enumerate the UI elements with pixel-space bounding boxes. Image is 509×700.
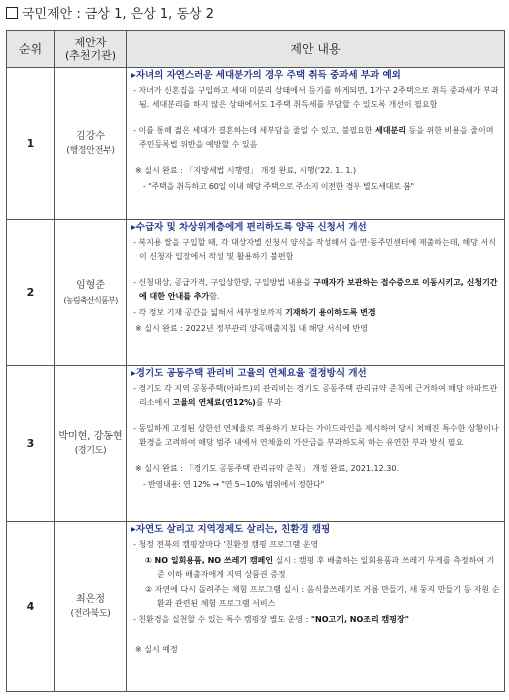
implementation-note: ※ 실시 완료 : 2022년 정부관리 양곡매출지침 내 해당 서식에 반영 xyxy=(135,324,368,333)
proposal-title: ▸자연도 살리고 지역경제도 살리는, 친환경 캠핑 xyxy=(131,524,331,535)
row-content xyxy=(127,366,505,522)
implementation-note: ※ 실시 완료 : 「지방세법 시행령」 개정 완료, 시행('22. 1. 1.) xyxy=(135,166,357,175)
implementation-note: ※ 실시 완료 : 「경기도 공동주택 관리규약 준칙」 개정 완료, 2021.12.30. xyxy=(135,464,400,473)
proposal-title: ▸경기도 공동주택 관리비 고율의 연체요율 결정방식 개선 xyxy=(131,368,367,379)
text-segment: 함. xyxy=(209,292,220,301)
row-rank: 1 xyxy=(7,68,55,220)
text-segment: - 각 정보 기재 공간을 넓혀서 세부정보까지 xyxy=(133,308,286,317)
row-content xyxy=(127,522,505,692)
implementation-note: ※ 실시 예정 xyxy=(135,645,178,654)
row-proposer xyxy=(55,68,127,220)
row-rank: 2 xyxy=(7,220,55,366)
bold-segment: 세대분리 xyxy=(375,126,406,135)
proposer-name: 박미현, 강동현 xyxy=(58,430,123,442)
bold-segment: 구매자가 보관하는 접수증으로 이동시키고, 신청기간에 대한 안내를 추가 xyxy=(139,278,498,301)
text-segment: 실시 : 캠핑 후 배출하는 일회용품과 쓰레기 무게를 측정하여 기준 이하 배출자에게 지역 상품권 증정 xyxy=(157,556,495,579)
proposer-name: 최은정 xyxy=(76,593,105,605)
table-row xyxy=(7,68,505,220)
row-proposer xyxy=(55,220,127,366)
row-rank: 4 xyxy=(7,522,55,692)
checkbox-square-icon xyxy=(6,7,18,19)
bold-segment: "NO고기, NO조리 캠핑장" xyxy=(310,615,409,624)
proposal-bullet xyxy=(131,306,500,320)
implementation-detail: - "주택을 취득하고 60일 이내 해당 주택으로 주소지 이전한 경우 별도세대로 봄" xyxy=(143,182,415,191)
proposal-bullet: - 청정 전북의 캠핑장마다 '친환경 캠핑 프로그램 운영 xyxy=(133,540,319,549)
proposal-bullet xyxy=(131,613,500,627)
proposer-name: 김강수 xyxy=(76,130,105,142)
row-proposer xyxy=(55,522,127,692)
proposal-numbered-item: ② 자연에 다시 돌려주는 체험 프로그램 실시 : 음식물쓰레기로 거름 만들기, 새 둥지 만들기 등 자원 순환과 관련된 체험 프로그램 서비스 xyxy=(145,585,500,608)
proposal-table xyxy=(6,30,505,692)
row-rank: 3 xyxy=(7,366,55,522)
section-heading xyxy=(6,6,505,24)
table-header-row xyxy=(7,31,505,68)
proposal-bullet xyxy=(131,382,500,410)
proposer-name: 임형준 xyxy=(76,279,105,291)
bold-segment: 고율의 연체료(연12%) xyxy=(172,398,256,407)
table-row xyxy=(7,366,505,522)
text-segment: 를 부과 xyxy=(255,398,282,407)
header-rank: 순위 xyxy=(7,31,55,68)
proposal-title: ▸자녀의 자연스러운 세대분가의 경우 주택 취득 중과세 부과 예외 xyxy=(131,70,401,81)
text-segment: - 이를 통해 젊은 세대가 결혼하는데 세부담을 줄일 수 있고, 불필요한 xyxy=(133,126,376,135)
proposal-bullet xyxy=(131,124,500,152)
header-content: 제안 내용 xyxy=(127,31,505,68)
proposer-org: (전라북도) xyxy=(70,608,111,619)
text-segment: - 신청대상, 공급가격, 구입상한량, 구입방법 내용을 xyxy=(133,278,314,287)
row-proposer xyxy=(55,366,127,522)
proposal-bullet xyxy=(131,276,500,304)
proposal-bullet: - 자녀가 신혼집을 구입하고 세대 미분리 상태에서 등기를 하게되면, 1가구 2주택으로 취득 중과세가 부과됨. 세대분리를 하지 않은 상태에서도 1주택 취득세를 부담할 수 있도록 개선이 필요함 xyxy=(133,86,499,109)
proposal-title: ▸수급자 및 차상위계층에게 편리하도록 양곡 신청서 개선 xyxy=(131,222,367,233)
proposal-numbered-item xyxy=(131,554,500,582)
proposal-bullet: - 동일하게 고정된 상한선 연체율로 적용하기 보다는 가이드라인을 제시하여 당시 처해진 특수한 상황이나 환경을 고려하여 해당 범주 내에서 연체율의 가산금을 부과하도록 하는 유연한 부과 방식 필요 xyxy=(133,424,499,447)
bold-segment: ① NO 일회용품, NO 쓰레기 캠페인 xyxy=(145,556,274,565)
table-row xyxy=(7,220,505,366)
row-content xyxy=(127,68,505,220)
table-row xyxy=(7,522,505,692)
text-segment: - 친환경을 실천할 수 있는 특수 캠핑장 별도 운영 : xyxy=(133,615,311,624)
text-segment: - 경기도 각 지역 공동주택(아파트)의 관리비는 경기도 공동주택 관리규약 준칙에 근거하여 해당 아파트관리소에서 xyxy=(133,384,498,407)
header-proposer-sub: (추천기관) xyxy=(64,49,117,62)
header-proposer xyxy=(55,31,127,68)
implementation-detail: - 반영내용: 연 12% → "연 5~10% 범위에서 정한다" xyxy=(143,480,325,489)
header-proposer-label: 제안자 xyxy=(74,36,107,49)
row-content xyxy=(127,220,505,366)
proposal-bullet: - 복지용 쌀을 구입할 때, 각 대상자별 신청서 양식을 작성해서 읍·면·동주민센터에 제출하는데, 해당 서식이 신청자 입장에서 작성 및 활용하기 불편함 xyxy=(133,238,496,261)
text-segment: 등을 위한 비용을 줄이며 주민등록법 위반을 예방할 수 있음 xyxy=(139,126,494,149)
proposer-org: (경기도) xyxy=(74,445,107,456)
proposer-org: (행정안전부) xyxy=(66,145,115,156)
heading-text: 국민제안 : 금상 1, 은상 1, 동상 2 xyxy=(22,7,214,22)
proposer-org: (농림축산식품부) xyxy=(63,295,118,305)
bold-segment: 기재하기 용이하도록 변경 xyxy=(285,308,376,317)
